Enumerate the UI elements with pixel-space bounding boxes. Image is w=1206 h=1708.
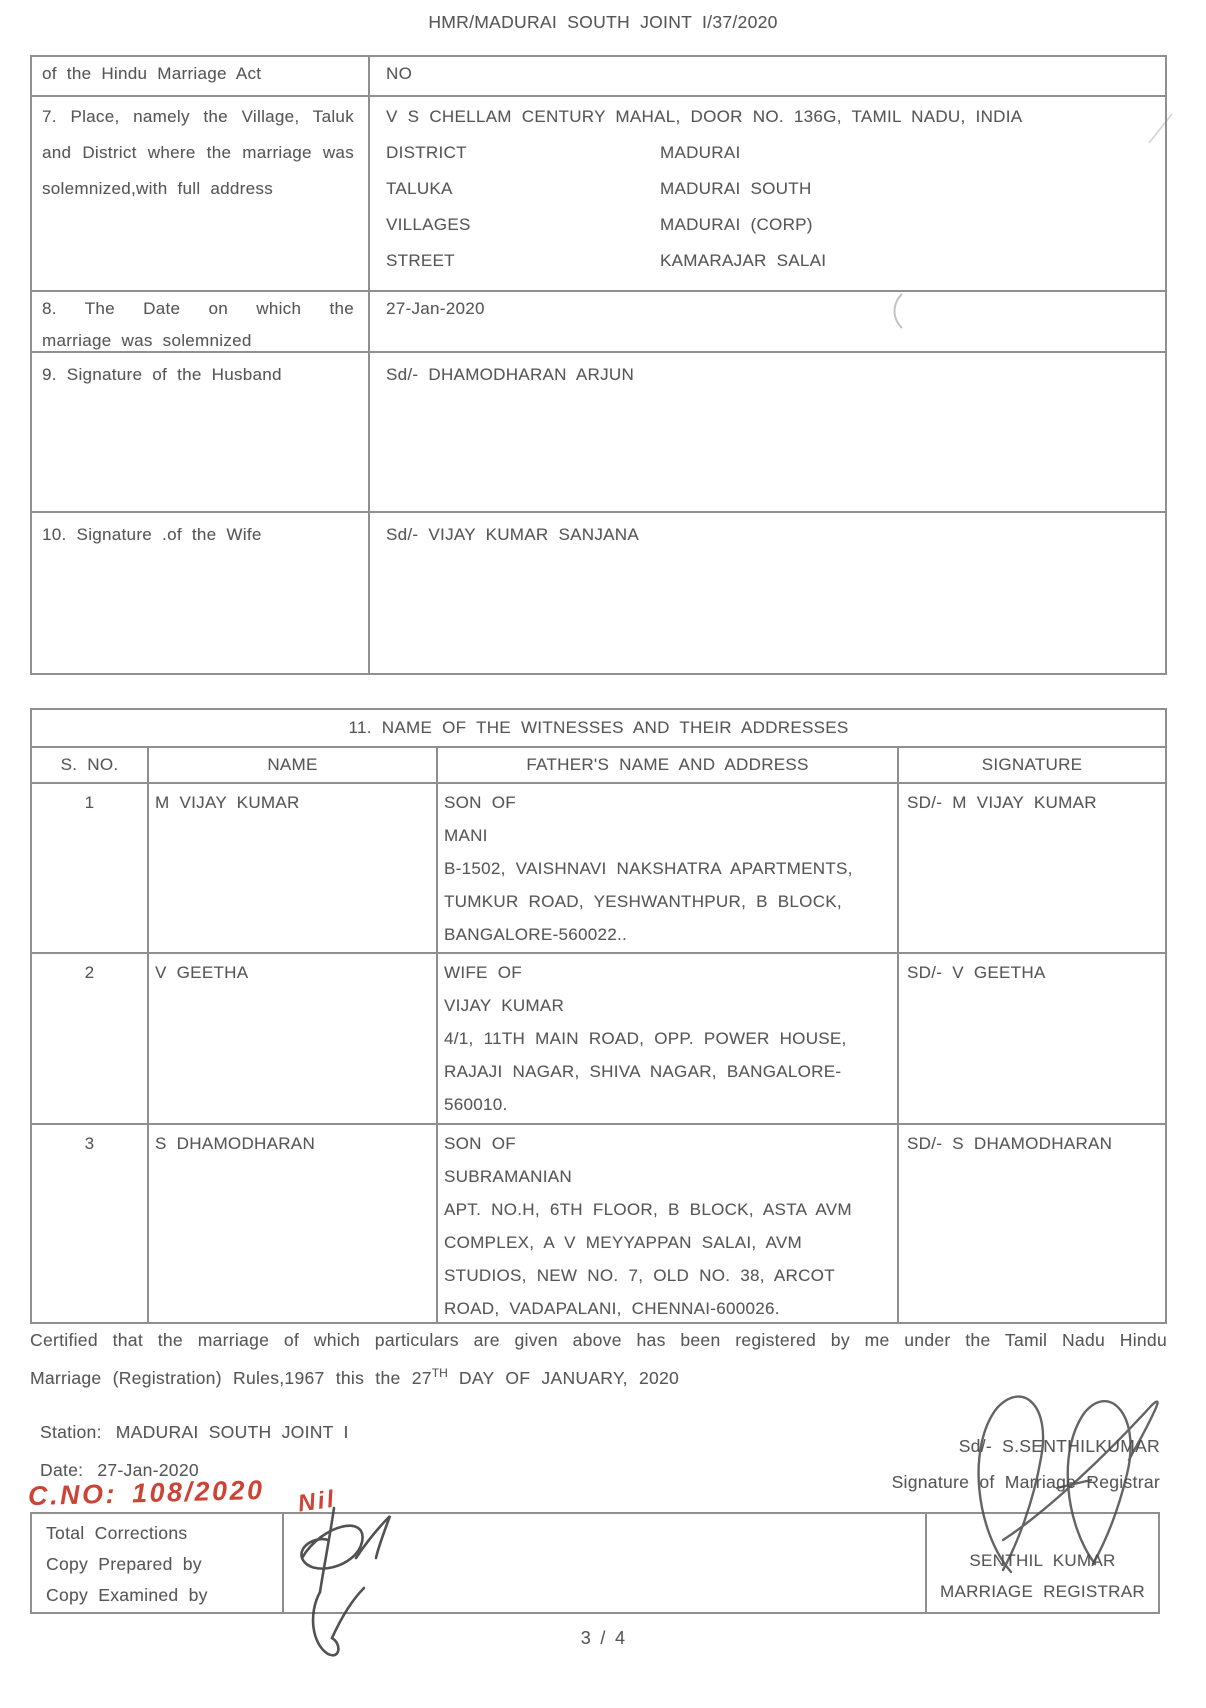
address-line: RAJAJI NAGAR, SHIVA NAGAR, BANGALORE- bbox=[444, 1062, 842, 1081]
witness-name-text: V GEETHA bbox=[155, 963, 249, 982]
station-value: MADURAI SOUTH JOINT I bbox=[115, 1422, 349, 1442]
document-reference-header: HMR/MADURAI SOUTH JOINT I/37/2020 bbox=[428, 12, 778, 32]
label-text: 9. Signature of the Husband bbox=[42, 365, 282, 384]
certification-line-1: Certified that the marriage of which particulars are given above has been registered by me under the Tamil Nadu Hindu bbox=[30, 1330, 1167, 1350]
address-line: ROAD, VADAPALANI, CHENNAI-600026. bbox=[444, 1299, 780, 1318]
handwritten-certificate-number: C.NO: 108/2020 bbox=[27, 1474, 265, 1512]
row-label-cell bbox=[32, 97, 370, 290]
column-header-sno: S. NO. bbox=[60, 755, 119, 774]
row-value-cell bbox=[370, 292, 1165, 351]
witness-signature bbox=[897, 784, 1165, 952]
registrar-name: SENTHIL KUMAR bbox=[969, 1551, 1116, 1570]
ordinal-superscript: TH bbox=[431, 1366, 448, 1380]
address-line: SON OF bbox=[444, 1134, 516, 1153]
place-address-line: V S CHELLAM CENTURY MAHAL, DOOR NO. 136G, TAMIL NADU, INDIA bbox=[386, 107, 1023, 126]
corrections-label-total: Total Corrections bbox=[46, 1523, 188, 1543]
marriage-details-table bbox=[30, 55, 1167, 675]
witness-name-text: M VIJAY KUMAR bbox=[155, 793, 300, 812]
address-line: SON OF bbox=[444, 793, 516, 812]
field-value: MADURAI SOUTH bbox=[660, 179, 812, 198]
details-row-wife-signature bbox=[32, 511, 1165, 673]
date-label: Date: bbox=[40, 1460, 84, 1480]
certification-line2-text: Marriage (Registration) Rules,1967 this the 27 bbox=[30, 1367, 432, 1388]
row-value-cell bbox=[370, 353, 1165, 511]
page-number: 3 / 4 bbox=[580, 1628, 626, 1648]
label-text: solemnized,with full address bbox=[42, 179, 273, 198]
value-text: 27-Jan-2020 bbox=[386, 299, 485, 318]
address-line: COMPLEX, A V MEYYAPPAN SALAI, AVM bbox=[444, 1233, 803, 1252]
witness-name-text: S DHAMODHARAN bbox=[155, 1134, 316, 1153]
certification-statement bbox=[30, 1324, 1167, 1395]
station-label: Station: bbox=[40, 1422, 102, 1442]
witness-signature-text: SD/- V GEETHA bbox=[907, 963, 1046, 982]
registrar-signature-caption: Signature of Marriage Registrar bbox=[891, 1472, 1160, 1492]
corrections-table bbox=[30, 1512, 1160, 1614]
field-value: MADURAI (CORP) bbox=[660, 215, 813, 234]
field-key: TALUKA bbox=[386, 179, 453, 198]
address-line: MANI bbox=[444, 826, 488, 845]
witness-sno: 3 bbox=[84, 1134, 95, 1153]
label-text: of the Hindu Marriage Act bbox=[42, 64, 262, 83]
scan-artifact-slash bbox=[1146, 110, 1176, 146]
label-text: 7. Place, namely the Village, Taluk bbox=[42, 107, 354, 126]
witness-signature bbox=[897, 954, 1165, 1123]
details-row-husband-signature bbox=[32, 351, 1165, 511]
corrections-label-examined: Copy Examined by bbox=[46, 1585, 208, 1605]
address-line: 4/1, 11TH MAIN ROAD, OPP. POWER HOUSE, bbox=[444, 1029, 847, 1048]
row-label-cell bbox=[32, 292, 370, 351]
address-line: TUMKUR ROAD, YESHWANTHPUR, B BLOCK, bbox=[444, 892, 842, 911]
label-text: 10. Signature .of the Wife bbox=[42, 525, 262, 544]
witness-address bbox=[436, 954, 897, 1123]
witness-row-2 bbox=[32, 952, 1165, 1123]
place-field-taluka bbox=[386, 171, 1151, 207]
corrections-value-cell bbox=[284, 1514, 925, 1612]
date-value: 27-Jan-2020 bbox=[97, 1460, 199, 1480]
label-text: 8. The Date on which the bbox=[42, 299, 354, 318]
field-value: MADURAI bbox=[660, 143, 741, 162]
witness-name bbox=[147, 1125, 436, 1322]
registrar-stamp-cell bbox=[925, 1514, 1158, 1612]
field-value: KAMARAJAR SALAI bbox=[660, 251, 827, 270]
address-line: B-1502, VAISHNAVI NAKSHATRA APARTMENTS, bbox=[444, 859, 853, 878]
row-value-cell bbox=[370, 513, 1165, 673]
address-line: VIJAY KUMAR bbox=[444, 996, 565, 1015]
value-text: Sd/- DHAMODHARAN ARJUN bbox=[386, 365, 635, 384]
witness-address bbox=[436, 784, 897, 952]
address-line: APT. NO.H, 6TH FLOOR, B BLOCK, ASTA AVM bbox=[444, 1200, 852, 1219]
witness-table bbox=[30, 708, 1167, 1324]
column-header-signature: SIGNATURE bbox=[897, 748, 1165, 782]
row-label-cell bbox=[32, 353, 370, 511]
registrar-sd-line: Sd/- S.SENTHILKUMAR bbox=[958, 1436, 1160, 1456]
label-text: marriage was solemnized bbox=[42, 331, 252, 350]
address-line: SUBRAMANIAN bbox=[444, 1167, 572, 1186]
field-key: VILLAGES bbox=[386, 215, 471, 234]
witness-signature bbox=[897, 1125, 1165, 1322]
address-line: 560010. bbox=[444, 1095, 508, 1114]
row-label-cell bbox=[32, 513, 370, 673]
corrections-labels-cell bbox=[32, 1514, 284, 1612]
details-row-place bbox=[32, 95, 1165, 290]
field-key: STREET bbox=[386, 251, 455, 270]
witness-row-1 bbox=[32, 782, 1165, 952]
place-field-street bbox=[386, 243, 1151, 279]
label-text: and District where the marriage was bbox=[42, 143, 354, 162]
witness-row-3 bbox=[32, 1123, 1165, 1322]
value-text: Sd/- VIJAY KUMAR SANJANA bbox=[386, 525, 640, 544]
witness-table-header bbox=[32, 746, 1165, 782]
witness-signature-text: SD/- M VIJAY KUMAR bbox=[907, 793, 1097, 812]
row-label-cell bbox=[32, 57, 370, 95]
value-text: NO bbox=[386, 64, 413, 83]
row-value-cell bbox=[370, 97, 1165, 290]
registrar-title: MARRIAGE REGISTRAR bbox=[940, 1582, 1145, 1601]
witness-table-title: 11. NAME OF THE WITNESSES AND THEIR ADDRESSES bbox=[348, 718, 849, 737]
row-value-cell bbox=[370, 57, 1165, 95]
address-line: STUDIOS, NEW NO. 7, OLD NO. 38, ARCOT bbox=[444, 1266, 835, 1285]
witness-name bbox=[147, 784, 436, 952]
column-header-address: FATHER'S NAME AND ADDRESS bbox=[436, 748, 897, 782]
field-key: DISTRICT bbox=[386, 143, 467, 162]
witness-sno: 1 bbox=[84, 793, 95, 812]
column-header-name: NAME bbox=[147, 748, 436, 782]
corrections-label-prepared: Copy Prepared by bbox=[46, 1554, 202, 1574]
place-field-district bbox=[386, 135, 1151, 171]
witness-address bbox=[436, 1125, 897, 1322]
scan-artifact-mark bbox=[888, 292, 912, 332]
witness-signature-text: SD/- S DHAMODHARAN bbox=[907, 1134, 1113, 1153]
witness-name bbox=[147, 954, 436, 1123]
station-line bbox=[40, 1422, 349, 1443]
address-line: WIFE OF bbox=[444, 963, 522, 982]
address-line: BANGALORE-560022.. bbox=[444, 925, 628, 944]
details-row-date bbox=[32, 290, 1165, 351]
handwritten-nil: Nil bbox=[296, 1485, 338, 1518]
certification-line2-tail: DAY OF JANUARY, 2020 bbox=[447, 1367, 680, 1388]
details-row-act-continuation bbox=[32, 57, 1165, 95]
witness-sno: 2 bbox=[84, 963, 95, 982]
place-field-villages bbox=[386, 207, 1151, 243]
certification-line-2 bbox=[30, 1357, 1167, 1395]
